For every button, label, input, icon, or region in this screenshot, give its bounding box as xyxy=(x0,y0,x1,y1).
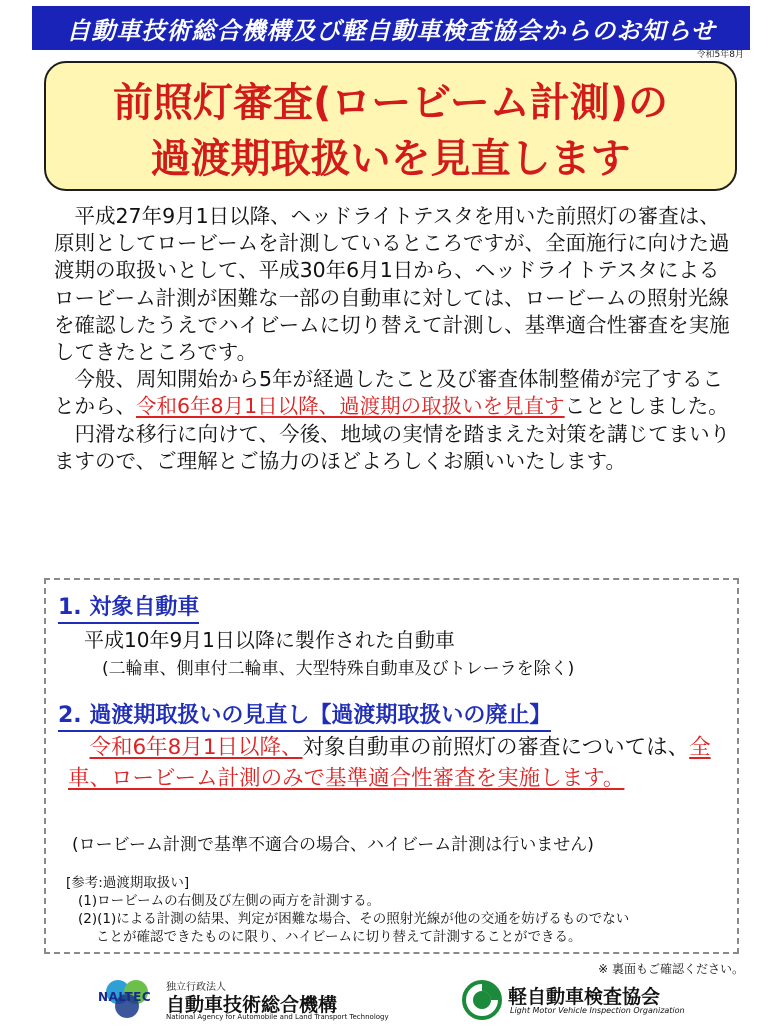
reference-item-2-cont: ことが確認できたものに限り、ハイビームに切り替えて計測することができる。 xyxy=(96,929,582,945)
section-2-text xyxy=(68,732,728,794)
paragraph-1: 平成27年9月1日以降、ヘッドライトテスタを用いた前照灯の審査は、原則としてロービームを計測しているところですが、全面施行に向けた過渡期の取扱いとして、平成30年6月1日から、ヘッドライトテスタによるロービーム計測が困難な一部の自動車に対しては、ロービームの照射光線を確認したうえでハイビームに切り替えて計測し、基準適合性審査を実施してきたところです。 xyxy=(54,204,730,365)
naltec-footer xyxy=(96,976,396,1022)
issue-date: 令和5年8月 xyxy=(696,50,744,60)
kei-english: Light Motor Vehicle Inspection Organization xyxy=(510,1006,685,1015)
section-2-highlight: 全車、ロービーム計測のみで基準適合性審査を実施します。 xyxy=(68,735,711,791)
back-side-note: ※ 裏面もご確認ください。 xyxy=(598,962,744,976)
reference-item-1: (1)ロービームの右側及び左側の両方を計測する。 xyxy=(78,893,381,909)
paragraph-2 xyxy=(54,366,734,420)
reference-box xyxy=(66,874,629,946)
paragraph-3: 円滑な移行に向けて、今後、地域の実情を踏まえた対策を講じてまいりますので、ご理解とご協力のほどよろしくお願いいたします。 xyxy=(54,421,731,473)
kei-name: 軽自動車検査協会 xyxy=(508,986,661,1008)
kei-footer xyxy=(462,980,722,1022)
section-1-note: (二輪車、側車付二輪車、大型特殊自動車及びトレーラを除く) xyxy=(102,659,575,679)
title-line-1: 前照灯審査(ロービーム計測)の xyxy=(113,80,668,126)
naltec-english: National Agency for Automobile and Land Transport Technology xyxy=(166,1013,389,1021)
section-2-heading: 2. 過渡期取扱いの見直し【過渡期取扱いの廃止】 xyxy=(58,698,551,732)
paragraph-2-tail: こととしました。 xyxy=(564,394,729,419)
naltec-name: 自動車技術総合機構 xyxy=(166,994,338,1016)
naltec-logo xyxy=(96,976,158,1022)
paragraph-2-lead: 今般、周知開始から5年が経過したこと及び審査体制整備が完了することから、 xyxy=(54,367,724,419)
title-box xyxy=(44,61,737,191)
details-box xyxy=(44,578,739,954)
section-2-note: (ロービーム計測で基準不適合の場合、ハイビーム計測は行いません) xyxy=(72,835,594,855)
section-2-date: 令和6年8月1日以降、 xyxy=(89,735,303,760)
naltec-logo-text: NALTEC xyxy=(98,990,152,1004)
reference-item-2: (2)(1)による計測の結果、判定が困難な場合、その照射光線が他の交通を妨げるものでない xyxy=(78,911,630,927)
body-text xyxy=(54,203,734,475)
title-line-2: 過渡期取扱いを見直します xyxy=(150,136,631,182)
header-banner: 自動車技術総合機構及び軽自動車検査協会からのお知らせ xyxy=(32,6,750,50)
kei-emblem-icon xyxy=(462,980,502,1020)
section-1-text: 平成10年9月1日以降に製作された自動車 xyxy=(84,628,455,652)
paragraph-2-highlight: 令和6年8月1日以降、過渡期の取扱いを見直す xyxy=(136,394,565,419)
naltec-type: 独立行政法人 xyxy=(166,982,226,993)
section-2-body: 対象自動車の前照灯の審査については、 xyxy=(302,735,690,760)
reference-title: [参考:過渡期取扱い] xyxy=(66,875,190,891)
section-1-heading: 1. 対象自動車 xyxy=(58,590,199,624)
